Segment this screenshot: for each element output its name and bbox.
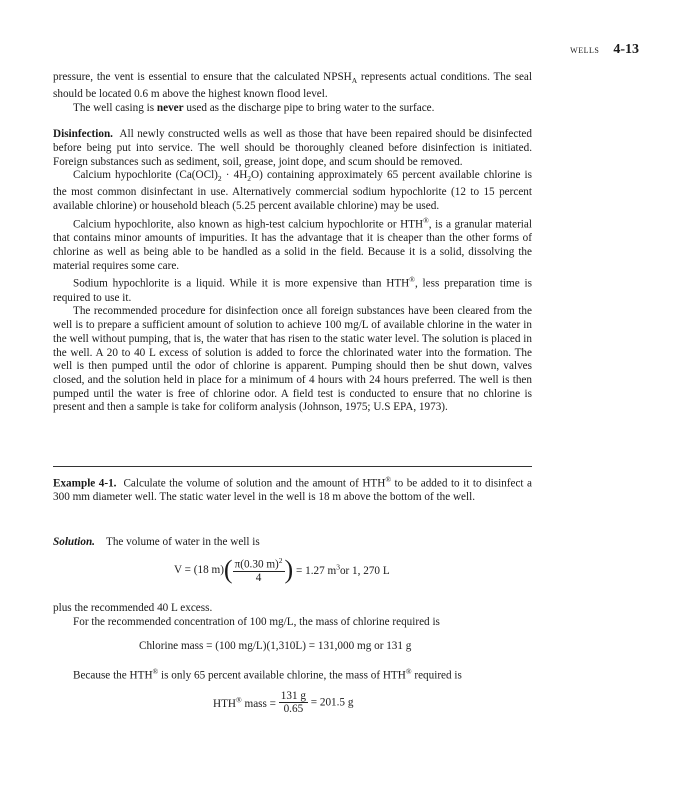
example-heading: Example 4-1. [53, 477, 117, 490]
paragraph-calcium: Calcium hypochlorite $(Ca(OCl)_2 \cdot 4H_2O)$ containing approximately 65 percent available chlorine is the most common disinfectant in use. Alternatively commercial sodium hypochlorite (12 to 15 percent available chlorine) or household bleach (5.25 percent available chlorine) may be used. [53, 169, 533, 213]
paragraph-sodium: Sodium hypochlorite is a liquid. While it is more expensive than HTH®, less preparation time is required to use it. [53, 275, 532, 304]
page-number: 4-13 [613, 42, 639, 57]
running-header [570, 40, 639, 58]
paragraph-vent: pressure, the vent is essential to ensure that the calculated $NPSH_A$ represents actual conditions. The seal should be located 0.6 m above the highest known flood level. [53, 71, 532, 100]
paragraph-casing: The well casing is never used as the discharge pipe to bring water to the surface. [73, 101, 435, 114]
equation-chlorine-mass: Chlorine mass = (100 mg/L)(1,310L) = 131,000 mg or 131 g [139, 640, 412, 652]
solution-line: Solution. The volume of water in the well is [53, 536, 260, 548]
section-heading-disinfection: Disinfection. [53, 128, 113, 141]
solution-heading: Solution. [53, 536, 95, 548]
example-divider [53, 466, 532, 467]
equation-volume: V = (18 m)( $\frac{\pi(0.30 m)^2}{4}$ ) = 1.27 $m^3or$ 1, 270 L [174, 555, 390, 584]
paragraph-hth: Calcium hypochlorite, also known as high-test calcium hypochlorite or HTH®, is a granular material that contains minor amounts of impurities. It has the advantage that it is cheaper than the other forms of chlorine as well as being able to be handled as a solid in the field. Because it is a solid, dissolving the material requires some care. [53, 215, 532, 272]
body-text [53, 71, 532, 415]
plus-excess: plus the recommended 40 L excess. [53, 602, 213, 614]
concentration-line: For the recommended concentration of 100 mg/L, the mass of chlorine required is [73, 616, 440, 628]
paragraph-disinfection: Disinfection. All newly constructed wells as well as those that have been repaired should be disinfected before being put into service. The well should be thoroughly cleaned before disinfection is initiated. Foreign substances such as sediment, soil, grease, joint dope, and scum should be removed. [53, 128, 532, 168]
example-box [53, 473, 532, 505]
example-statement: Example 4-1. Calculate the volume of solution and the amount of HTH® to be added to it to disinfect a 300 mm diameter well. The static water level in the well is 18 m above the bottom of the well. [53, 475, 532, 504]
section-name: WELLS [570, 46, 600, 55]
paragraph-procedure: The recommended procedure for disinfection once all foreign substances have been cleared from the well is to prepare a sufficient amount of solution to achieve 100 mg/L of available chlorine in the water in the well without pumping, that is, the water that has risen to the static water level. The solution is placed in the well. A 20 to 40 L excess of solution is added to force the chlorinated water into the formation. The well is then pumped until the odor of chlorine is apparent. Pumping should then be shut down, valves closed, and the solution held in place for a minimum of 4 hours with 24 hours preferred. The well is then pumped until the water is free of chlorine odor. A field test is conducted to ensure that no chlorine is present and then a sample is take for coliform analysis (Johnson, 1975; U.S EPA, 1973). [53, 305, 532, 414]
because-line: Because the HTH® is only 65 percent available chlorine, the mass of HTH® required is [73, 667, 462, 682]
equation-hth-mass: HTH® mass = $\frac{131 g}{0.65}$ = 201.5 g [213, 690, 354, 715]
